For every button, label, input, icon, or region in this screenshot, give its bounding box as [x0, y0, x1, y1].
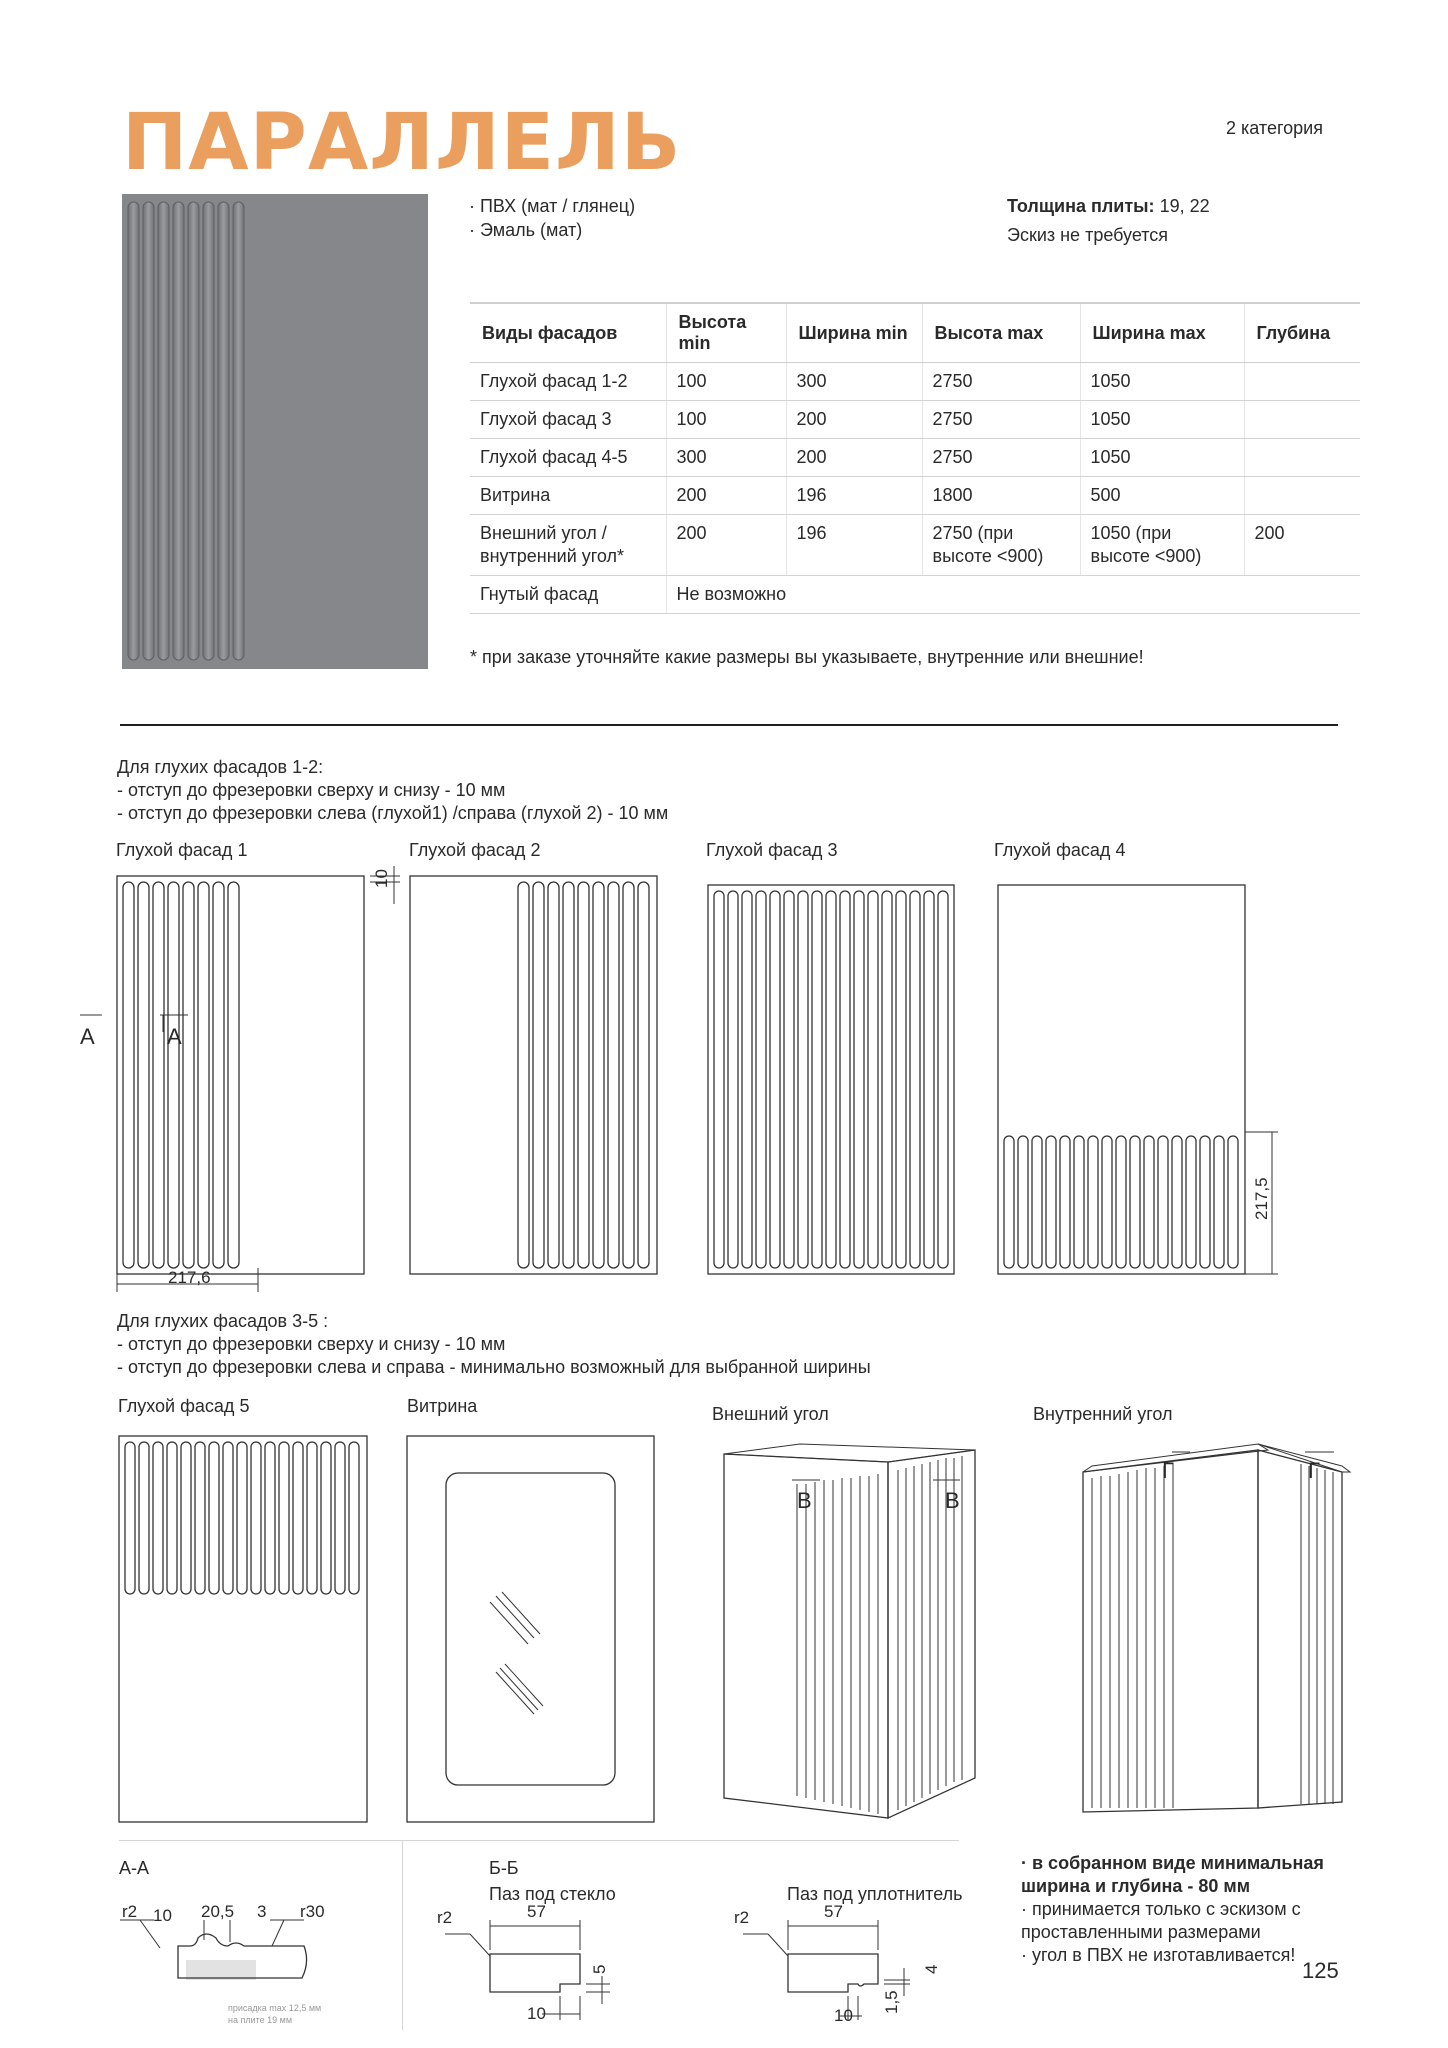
facade-1-grooves — [123, 882, 239, 1268]
material-item: · ПВХ (мат / глянец) — [469, 196, 636, 216]
inner-corner-drawing — [1083, 1444, 1350, 1812]
row1-drawings — [80, 860, 1380, 1300]
dim-label: r2 — [437, 1908, 453, 1927]
material-item: · Эмаль (мат) — [469, 220, 583, 240]
dim-217-6-label: 217,6 — [168, 1268, 211, 1287]
table-cell: 200 — [666, 477, 786, 515]
table-cell: 500 — [1080, 477, 1244, 515]
materials-list — [469, 194, 635, 242]
table-cell: Глухой фасад 4-5 — [470, 439, 666, 477]
dim-label: 10 — [527, 2004, 546, 2023]
table-cell: Не возможно — [666, 576, 1360, 614]
table-cell: Витрина — [470, 477, 666, 515]
thickness-value: 19, 22 — [1159, 196, 1210, 216]
seal-groove-label: Паз под уплотнитель — [787, 1884, 963, 1904]
glass-reflection-icon — [490, 1592, 543, 1714]
table-cell: 2750 — [922, 401, 1080, 439]
spec-table — [470, 302, 1360, 614]
table-cell: 1050 — [1080, 401, 1244, 439]
hardware-note-line: на плите 19 мм — [228, 2015, 293, 2025]
hardware-zone — [186, 1960, 256, 1980]
facade-photo — [122, 194, 428, 669]
dim-label: 57 — [527, 1902, 546, 1921]
table-row — [470, 401, 1360, 439]
row2-drawings — [0, 1420, 1400, 1840]
section2-heading: Для глухих фасадов 3-5 : — [117, 1311, 329, 1331]
table-header: Глубина — [1244, 303, 1360, 363]
table-row — [470, 439, 1360, 477]
profile-divider — [402, 1840, 403, 2030]
section-b-label: B — [797, 1488, 812, 1513]
table-cell: 100 — [666, 401, 786, 439]
table-cell: Гнутый фасад — [470, 576, 666, 614]
seal-groove-profile — [788, 1954, 878, 1992]
table-cell — [1244, 439, 1360, 477]
facade-label: Глухой фасад 3 — [706, 840, 838, 860]
dim-label: 20,5 — [201, 1902, 235, 1921]
table-cell: 1050 — [1080, 363, 1244, 401]
facade-label: Глухой фасад 5 — [118, 1396, 250, 1416]
section2-text — [117, 1310, 871, 1379]
thickness-label: Толщина плиты: — [1007, 196, 1155, 216]
facade-1-drawing — [117, 876, 364, 1274]
section-g-label: Г — [1308, 1458, 1320, 1483]
corner-notes — [1021, 1852, 1361, 1967]
section2-line: - отступ до фрезеровки сверху и снизу - 10 мм — [117, 1334, 506, 1354]
section1-text — [117, 756, 668, 825]
corner-note-line: · угол в ПВХ не изготавливается! — [1021, 1945, 1296, 1965]
dim-label: 57 — [824, 1902, 843, 1921]
table-cell: 200 — [786, 439, 922, 477]
dim-label: 10 — [834, 2006, 853, 2025]
profile-divider — [119, 1840, 959, 1841]
profile-bb-drawings — [430, 1920, 950, 2030]
profile-aa-label: А-А — [119, 1858, 150, 1878]
dim-label: r2 — [734, 1908, 750, 1927]
table-cell: 2750 (при высоте <900) — [922, 515, 1080, 576]
facade-label: Глухой фасад 1 — [116, 840, 248, 860]
table-row — [470, 477, 1360, 515]
vitrina-glass — [446, 1473, 615, 1785]
table-cell: 196 — [786, 477, 922, 515]
facade-label: Внешний угол — [712, 1404, 829, 1424]
glass-groove-label: Паз под стекло — [489, 1884, 616, 1904]
dim-label: 5 — [590, 1964, 609, 1974]
facade-label: Витрина — [407, 1396, 478, 1416]
vitrina-drawing — [407, 1436, 654, 1822]
corner-note-line: · принимается только с эскизом с проставленными размерами — [1021, 1899, 1301, 1942]
facade-2-grooves — [518, 882, 649, 1268]
table-cell — [1244, 477, 1360, 515]
table-header: Ширина min — [786, 303, 922, 363]
table-cell: 1050 (при высоте <900) — [1080, 515, 1244, 576]
section2-line: - отступ до фрезеровки слева и справа - минимально возможный для выбранной ширины — [117, 1357, 871, 1377]
section1-line: - отступ до фрезеровки сверху и снизу - 10 мм — [117, 780, 506, 800]
sketch-note: Эскиз не требуется — [1007, 225, 1169, 245]
table-cell: 300 — [786, 363, 922, 401]
dim-217-5-label: 217,5 — [1252, 1177, 1271, 1220]
table-row — [470, 515, 1360, 576]
table-header-row — [470, 303, 1360, 363]
section-divider — [120, 724, 1338, 726]
facade-5-drawing — [119, 1436, 367, 1822]
dim-label: 4 — [922, 1964, 941, 1974]
table-cell: 2750 — [922, 363, 1080, 401]
dim-label: r30 — [300, 1902, 325, 1921]
glass-groove-profile — [490, 1954, 580, 1992]
dim-label: 3 — [257, 1902, 267, 1921]
table-footnote: * при заказе уточняйте какие размеры вы указываете, внутренние или внешние! — [470, 647, 1144, 667]
table-cell: 200 — [786, 401, 922, 439]
photo-grooves — [122, 194, 428, 669]
table-header: Виды фасадов — [470, 303, 666, 363]
table-cell: Внешний угол / внутренний угол* — [470, 515, 666, 576]
outer-corner-drawing — [724, 1444, 975, 1818]
table-cell: 2750 — [922, 439, 1080, 477]
category-label: 2 категория — [1226, 118, 1323, 138]
facade-label: Внутренний угол — [1033, 1404, 1173, 1424]
facade-label: Глухой фасад 4 — [994, 840, 1126, 860]
page-title: ПАРАЛЛЕЛЬ — [122, 98, 682, 188]
facade-4-drawing — [998, 885, 1245, 1274]
thickness-info — [1007, 194, 1210, 247]
table-cell: Глухой фасад 3 — [470, 401, 666, 439]
facade-3-grooves — [714, 891, 948, 1268]
section-g-label: Г — [1162, 1458, 1174, 1483]
table-header: Ширина max — [1080, 303, 1244, 363]
table-row — [470, 363, 1360, 401]
facade-label: Глухой фасад 2 — [409, 840, 541, 860]
hardware-note — [228, 2002, 321, 2026]
section-a-label: A — [80, 1024, 95, 1049]
profile-bb-label: Б-Б — [489, 1858, 519, 1878]
hardware-note-line: присадка max 12,5 мм — [228, 2003, 322, 2013]
table-cell: 300 — [666, 439, 786, 477]
table-cell — [1244, 401, 1360, 439]
section1-heading: Для глухих фасадов 1-2: — [117, 757, 324, 777]
page-number: 125 — [1302, 1958, 1339, 1983]
table-cell — [1244, 363, 1360, 401]
dim-label: r2 — [122, 1902, 138, 1921]
table-cell: 100 — [666, 363, 786, 401]
table-cell: 1050 — [1080, 439, 1244, 477]
table-header: Высота min — [666, 303, 786, 363]
facade-5-grooves — [125, 1442, 359, 1594]
facade-3-drawing — [708, 885, 954, 1274]
dim-10-label: 10 — [372, 869, 391, 888]
facade-4-grooves — [1004, 1136, 1238, 1268]
table-cell: 200 — [1244, 515, 1360, 576]
table-row — [470, 576, 1360, 614]
section-b-label: B — [945, 1488, 960, 1513]
table-header: Высота max — [922, 303, 1080, 363]
dim-label: 1,5 — [882, 1990, 901, 2014]
corner-note-bold: · в собранном виде минимальная ширина и глубина - 80 мм — [1021, 1853, 1324, 1896]
table-cell: 196 — [786, 515, 922, 576]
table-cell: 200 — [666, 515, 786, 576]
section-a-label: A — [167, 1024, 182, 1049]
table-cell: Глухой фасад 1-2 — [470, 363, 666, 401]
dim-label: 10 — [153, 1906, 172, 1925]
table-cell: 1800 — [922, 477, 1080, 515]
section1-line: - отступ до фрезеровки слева (глухой1) /справа (глухой 2) - 10 мм — [117, 803, 669, 823]
